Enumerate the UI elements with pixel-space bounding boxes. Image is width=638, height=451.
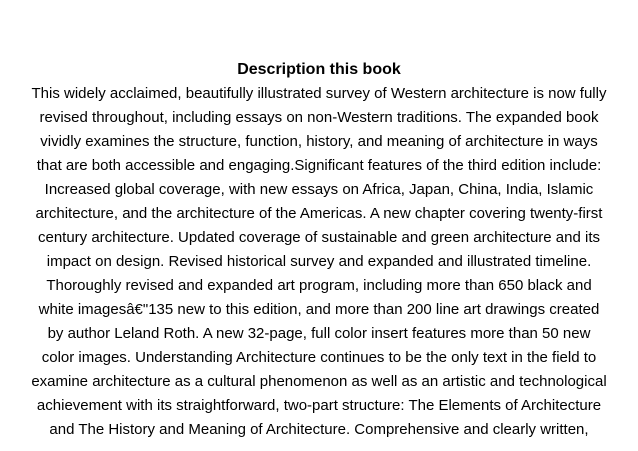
description-line-14: achievement with its straightforward, two-part structure: The Elements of Architecture — [36, 397, 602, 414]
description-line-11: by author Leland Roth. A new 32-page, full color insert features more than 50 new — [47, 325, 591, 342]
description-line-1: This widely acclaimed, beautifully illustrated survey of Western architecture is now fully — [31, 85, 607, 102]
description-line-12: color images. Understanding Architecture continues to be the only text in the field to — [41, 349, 597, 366]
description-line-10: white imagesâ€"135 new to this edition, and more than 200 line art drawings created — [38, 301, 600, 318]
description-line-9: Thoroughly revised and expanded art program, including more than 650 black and — [46, 277, 592, 294]
description-line-4: that are both accessible and engaging.Significant features of the third edition include: — [36, 157, 602, 174]
description-line-5: Increased global coverage, with new essays on Africa, Japan, China, India, Islamic — [44, 181, 594, 198]
description-line-15: and The History and Meaning of Architecture. Comprehensive and clearly written, — [49, 421, 589, 438]
description-line-2: revised throughout, including essays on non-Western traditions. The expanded book — [39, 109, 599, 126]
description-line-13: examine architecture as a cultural phenomenon as well as an artistic and technological — [31, 373, 607, 390]
description-title: Description this book — [237, 61, 401, 78]
description-line-6: architecture, and the architecture of the Americas. A new chapter covering twenty-first — [35, 205, 603, 222]
description-line-8: impact on design. Revised historical survey and expanded and illustrated timeline. — [46, 253, 592, 270]
description-line-3: vividly examines the structure, function, history, and meaning of architecture in ways — [40, 133, 598, 150]
description-line-7: century architecture. Updated coverage of sustainable and green architecture and its — [37, 229, 600, 246]
